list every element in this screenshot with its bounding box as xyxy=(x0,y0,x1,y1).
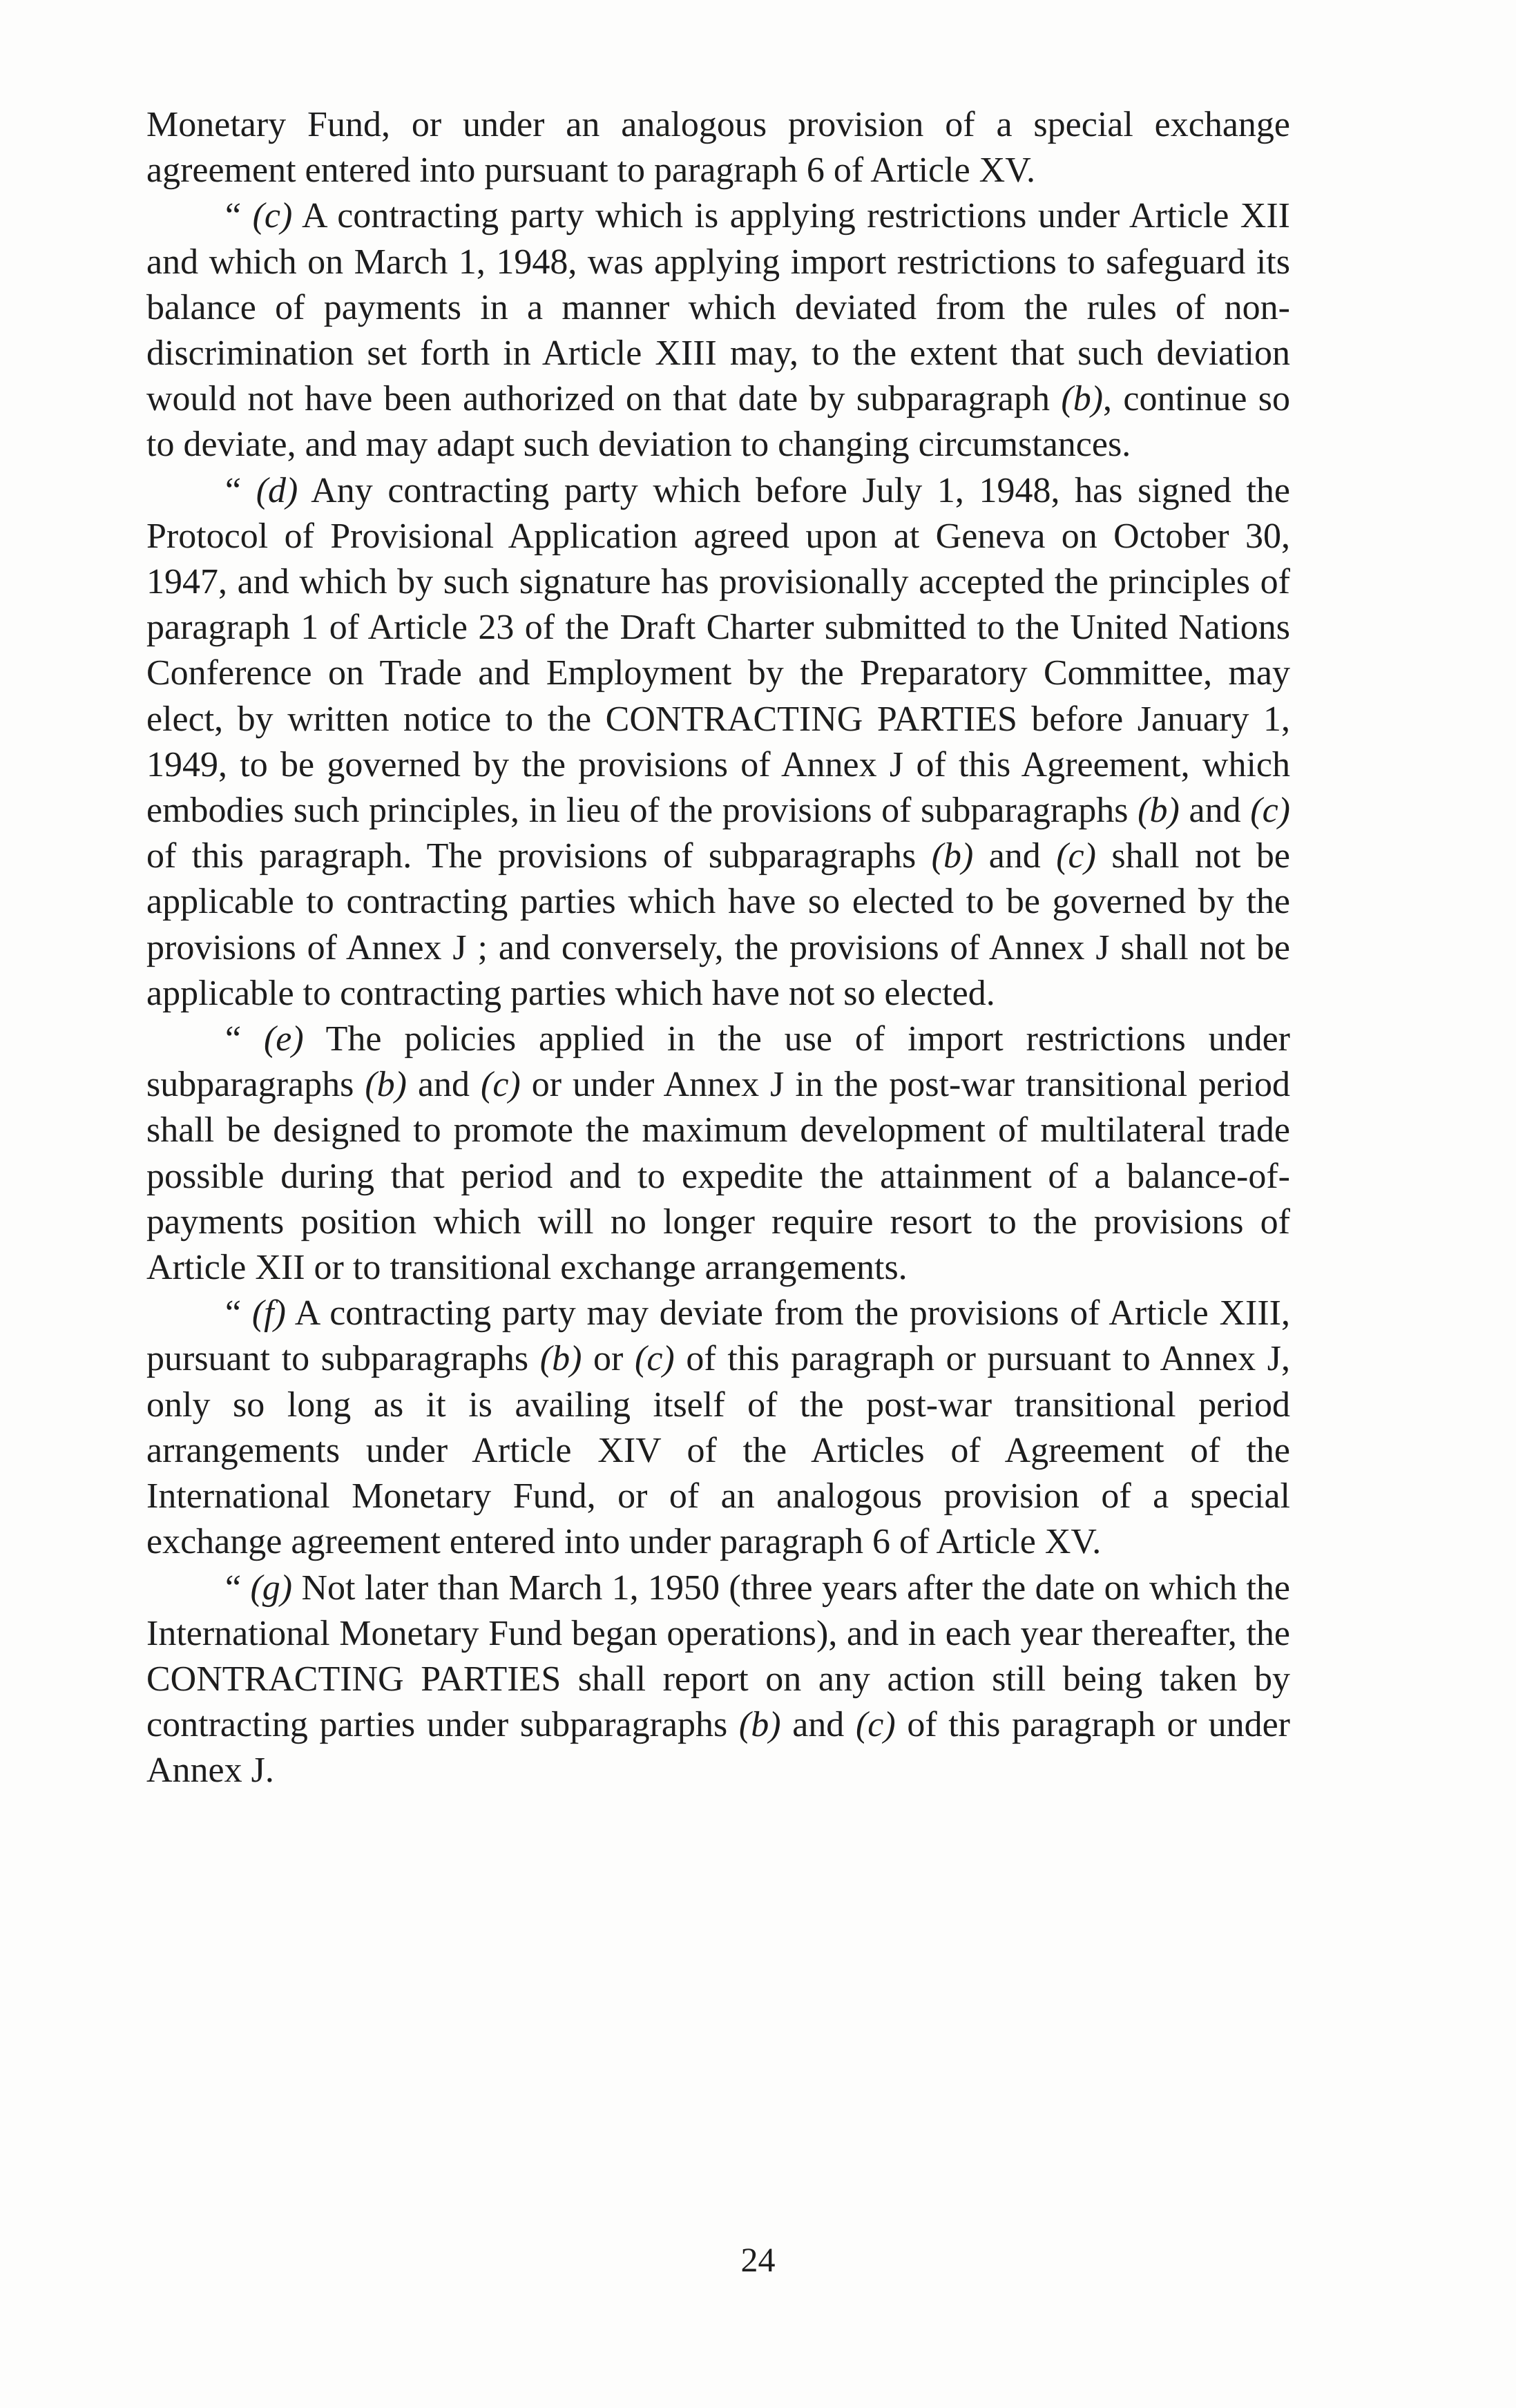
open-quote: “ xyxy=(225,1019,264,1059)
paragraph-text: and xyxy=(406,1065,481,1105)
subparagraph-ref: (b) xyxy=(1138,791,1180,831)
page-number: 24 xyxy=(740,2240,776,2279)
paragraph-label: (d) xyxy=(256,470,298,510)
paragraph-text: of this paragraph or under Annex J. xyxy=(146,1705,1290,1791)
subparagraph-ref: (b) xyxy=(738,1705,781,1745)
subparagraph-ref: (c) xyxy=(481,1065,521,1105)
paragraph-label: (f) xyxy=(251,1293,286,1333)
paragraph-text: The policies applied in the use of import restrictions under subparagraphs xyxy=(146,1019,1290,1105)
paragraph-text: and xyxy=(973,836,1057,876)
paragraph-text: shall not be applicable to contracting parties which have so elected to be governed by the provisions of Annex J ; and conversely, the provisions of Annex J shall not be applicable to contracting parties which have not so elected. xyxy=(146,836,1290,1013)
paragraph-text: of this paragraph or pursuant to Annex J, only so long as it is availing itself of the post-war transitional period arrangements under Article XIV of the Articles of Agreement of the International Monetary Fund, or of an analogous provision of a special exchange agreement entered into under paragraph 6 of Article XV. xyxy=(146,1339,1290,1562)
paragraph-text: Any contracting party which before July 1, 1948, has signed the Protocol of Provisional Application agreed upon at Geneva on October 30, 1947, and which by such signature has provisionally accepted the principles of paragraph 1 of Article 23 of the Draft Charter submitted to the United Nations Conference on Trade and Employment by the Preparatory Committee, may elect, by written notice to the CONTRACTING PARTIES before January 1, 1949, to be governed by the provisions of Annex J of this Agreement, which embodies such principles, in lieu of the provisions of subparagraphs xyxy=(146,470,1290,831)
subparagraph-ref: (b) xyxy=(539,1339,582,1379)
paragraph-e xyxy=(146,1017,1290,1291)
paragraph-text: and xyxy=(780,1705,856,1745)
open-quote: “ xyxy=(225,1293,252,1333)
subparagraph-ref: (b) xyxy=(931,836,974,876)
paragraph-g xyxy=(146,1566,1290,1794)
paragraph-text: of this paragraph. The provisions of subparagraphs xyxy=(146,836,932,876)
paragraph-label: (c) xyxy=(252,196,293,236)
open-quote: “ xyxy=(225,470,256,510)
paragraph-text: , continue so to deviate, and may adapt such deviation to changing circumstances. xyxy=(146,379,1290,465)
paragraph-f xyxy=(146,1291,1290,1565)
paragraph-label: (g) xyxy=(250,1568,293,1608)
body-text xyxy=(146,102,1290,1794)
subparagraph-ref: (c) xyxy=(855,1705,896,1745)
paragraph-text: and xyxy=(1179,791,1251,831)
paragraph-text: or xyxy=(582,1339,635,1379)
paragraph-text: A contracting party which is applying restrictions under Article XII and which on March 1, 1948, was applying import restrictions to safeguard its balance of payments in a manner which deviated from the rules of non-discrimination set forth in Article XIII may, to the extent that such deviation would not have been authorized on that date by subparagraph xyxy=(146,196,1290,419)
paragraph-continuation xyxy=(146,102,1290,193)
subparagraph-ref: (c) xyxy=(1056,836,1096,876)
paragraph-text: Not later than March 1, 1950 (three years after the date on which the International Monetary Fund began operations), and in each year thereafter, the CONTRACTING PARTIES shall report on any action still being taken by contracting parties under subparagraphs xyxy=(146,1568,1290,1745)
subparagraph-ref: (b) xyxy=(1061,379,1104,419)
subparagraph-ref: (c) xyxy=(635,1339,675,1379)
subparagraph-ref: (c) xyxy=(1250,791,1290,831)
open-quote: “ xyxy=(225,196,253,236)
subparagraph-ref: (b) xyxy=(365,1065,407,1105)
paragraph-text: or under Annex J in the post-war transitional period shall be designed to promote the maximum development of multilateral trade possible during that period and to expedite the attainment of a balance-of-payments position which will no longer require resort to the provisions of Article XII or to transitional exchange arrangements. xyxy=(146,1065,1290,1288)
open-quote: “ xyxy=(225,1568,251,1608)
paragraph-label: (e) xyxy=(263,1019,304,1059)
paragraph-d xyxy=(146,468,1290,1017)
paragraph-text: Monetary Fund, or under an analogous provision of a special exchange agreement entered into pursuant to paragraph 6 of Article XV. xyxy=(146,105,1290,191)
paragraph-c xyxy=(146,193,1290,468)
paragraph-text: A contracting party may deviate from the provisions of Article XIII, pursuant to subparagraphs xyxy=(146,1293,1290,1379)
